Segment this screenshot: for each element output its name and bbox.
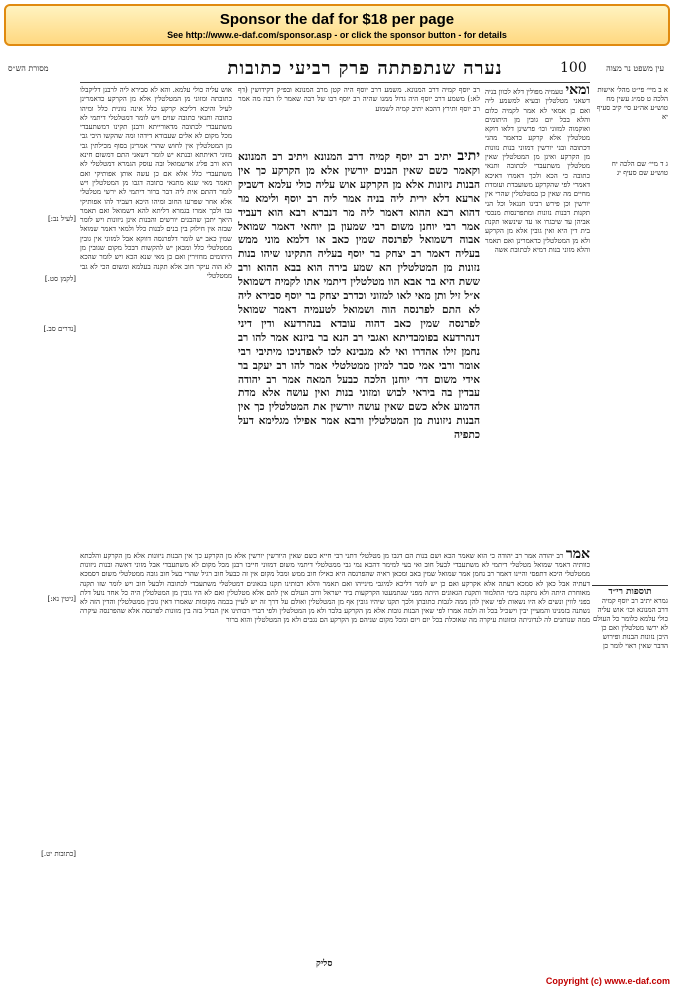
chapter-end-mark: סליק bbox=[316, 959, 333, 969]
margin-ein-mishpat-2: ג ד מיי׳ שם הלכה יח טוש״ע שם סעיף יג bbox=[611, 160, 668, 177]
rashi-column bbox=[485, 86, 590, 546]
lower-opening-word: אמר bbox=[565, 550, 590, 562]
margin-ref-2: [לקמן סט.] bbox=[44, 275, 76, 283]
gemara-top-commentary bbox=[238, 86, 480, 146]
margin-ref-3: [נדרים סב.] bbox=[43, 325, 76, 333]
tosafot-rid-title: תוספות רי״ד bbox=[608, 587, 652, 597]
gemara-column bbox=[238, 150, 480, 540]
header-divider bbox=[80, 82, 590, 83]
rashi-opening-word: ומאי bbox=[565, 86, 590, 98]
sponsor-banner-subtitle: See http://www.e-daf.com/sponsor.asp - or click the sponsor button - for details bbox=[167, 30, 507, 40]
page-title: נערה שנתפתתה פרק רביעי כתובות bbox=[227, 58, 503, 79]
ein-mishpat-label: עין משפט נר מצוה bbox=[606, 64, 664, 73]
margin-ref-5: [כתובות יט.] bbox=[41, 850, 76, 858]
gemara-text: יתיב רב יוסף קמיה דרב המנונא ויתיב רב המנונא וקאמר כשם שאין הבנים יורשין אלא מן הקרקע כך אין הבנות ניזונות אלא מן הקרקע אוש עליה כולי עלמא דשביק ארעא דלא ירית ליה בניה אמר ליה רב יוסף ולימא מר דהוא רבא ההוא דאמר ליה מר דנברא רבא הוא דעביד אמר רבי יוחנן משום רבי שמעון בן יוחאי דאמר שמואל אבוה דשמואל לפרנסה שמין כאב או דלמא מוני ממש בעליה דאמר רב יצחק בר יוסף בעליה התקינו שיהו בנות נזונות מן המטלטלין הא שמע בירה הוא בבא ההוא ורב ששת היא בר אבא הוו מטלטלין דיתמי אתו לקמיה דשמואל א״ל זיל ותן מאי לאו למזוני וכדרב יצחק בר יוסף סבירא ליה לא התם לפרנסה הוה ושמואל לטעמיה דאמר שמואל לפרנסה שמין כאב דהוה עובדא בנהרדעא ודין דיני דנהרדעא בפומבדיתא ואגבי רב הנא בר ביזנא אמר להו רב נחמן זילו אהדרו ואי לא מגבינא לכו לאפדניכו מיתיבי רבי אומר ורבי אמי סבר למיזן ממטלטלי אמר להו רב יעקב בר אידי משום דר׳ יוחנן הלכה כבעל המאה אמר רב יהודה עבדין בה ביראי לבוש ומזוני בנות ואין עושה אלא מדת הדמוע אלא כשם שאין עושה יורשין את המטלטלין כך אין הבנות ניזונות מן המטלטלין ורבא אמר אפילו מגלימא דעל כתפיה bbox=[238, 151, 480, 442]
masoret-hashas-label: מסורת הש״ס bbox=[8, 64, 49, 73]
margin-ref-1: [לעיל נב:] bbox=[47, 215, 76, 223]
gemara-opening-word: יתיב bbox=[457, 150, 480, 164]
lower-commentary-block bbox=[80, 550, 590, 970]
sponsor-banner[interactable] bbox=[4, 4, 670, 46]
tosafot-rid-text: גמרא יתיב רב יוסף קמיה דרב המנונא וכו׳ אוש עליה כולי עלמא כלומר כל העולם לא ירשו מטלטלין ואם כן היכן נזונות הבנות ופירוש הדבר שאין ראוי לומר כן bbox=[592, 597, 668, 650]
tosafot-text: אוש עליה כולי עלמא. והא לא סבירא ליה לרבנן דליקבלו כתובתה ומזוני מן המטלטלין אלא מן הקרקע כדאמרינן לעיל והיכא דליכא קרקע כלל אינה נזונית כלל ומיהו כתובה ותנאי כתובה שוים ויש לומר דמטלטלי דיתמי לא משתעבדי לכתובה מדאורייתא ורבנן תקינו דמשתעבדי מכל מקום לא אלים שעבודא דידהו ומה שהקשו היכי גבי מן המטלטלין אין לחוש שהרי אמרינן בסוף מכילתין גבי מזוני דאיתתא ובנתא יש לומר דשאני התם דמשום חינא הוא ורב פליג אדשמואל ובה עוסק הגמרא דמטלטלי לא משתעבדי כלל אלא אם כן עשה אותן אפותיקי ואם תאמר מאי שנא מתנאי כתובה דגבו מן המטלטלין ויש לומר דהתם אית ליה דבר ברור דיתמי לא ירשי מטלטלי אלא אחר שפרעו החוב ומיהו היכא דעביד להו אפותיקי גבו ולכך אמרו בגמרא דליתא להא דשמואל ואם תאמר היאך יתכן שהבנים יורשים והבנות אינן ניזונות ויש לומר שבזה אין חילוק בין בנים לבנות כלל ולמאי דאמר שמואל שמין כאב יש לומר דלפרנסה דווקא אבל למזוני אין גובין ממטלטלי כלל ומכאן יש להקשות דבכל מקום שגובין מן היתומים מחזירין ואם כן מאי שנא הכא ויש לומר שהכא לא הוה עיקר חוב אלא תקנה בעלמא ומשום הכי לא גבי ממטלטלי bbox=[80, 86, 232, 280]
page-number: 100 bbox=[560, 60, 587, 76]
lower-text: רב יהודה אמר רב יהודה כי הוא שאמר הכא ושם בנות הם דגבו מן מטלטלי דתני רבי חייא כשם שאין היורשין יורשין אלא מן הקרקע כך אין הבנות ניזונות אלא מן הקרקע והלכתא כוותיה דאמר שמואל מטלטלי דיתמי לא משתעבדי לבעל חוב ואי בעי למימר דהכא נמי גבי ממטלטלי דיתמי משום דמזוני חייבו רבנן מכל מקום לא משתעבדי אבל מזוני דאשה ובנות ניזונות ממטלטלי היכא דתפסי והיינו דאמר רב נחמן אמר שמואל שמין באב ומכאן ראיה שהפרנסה היא כאילו חוב ממש ומכל מקום אין זה כבעל חוב רגיל שהרי בעל חוב גובה ממטלטלי משום דסמכא דעתיה אבל כאן לא סמכא דעתה אלא אקרקע ואם כן יש לומר דליכא למיגבי מינייהו ואם תאמר והלא רבותינו תקנו בגאונים דמטלטלי משתעבדי לכתובה ולבעל חוב ויש לומר שזו תקנה מאוחרת היתה ולא נתקנה בימי התלמוד ותקנת הגאונים היתה מפני שנתמעטו הקרקעות ביד ישראל ורוב העולם אין להם אלא מטלטלין ואם לא היו גובין מן המטלטלין היה כל אחד נועל דלת בפני לווין ונשים לא היו נשאות לפי שאין להן ממה לגבות כתובתן ולכך תקנו שיהיו גובין אף מן המטלטלין ואולם על דרך זה יש לעיין בכמה מקומות שאמרו דאין גובין ממטלטלין והדין הזה לא נשתנה בזמנינו והמעיין יבין וישכיל בכל זה ולמה אמרו לפי שאין הבנות גובות אלא מן הקרקע בלבד ולא מן המטלטלין ולפי דברי רבותינו אין הבדל בזה בין מזונות לפרנסה אלא שהפרנסה עיקרה ממה שנותנים לה לנדוניתה ומזונות עיקרה מה שאוכלת בכל יום ויום ומכל מקום שניהם מן הקרקע הם נגבים ולא מן המטלטלין והוא ברור bbox=[80, 552, 590, 625]
rashi-text: טעמיה מפולין דלא לכוון בניה דשאני מטלטלין ובעיא למשמע ליה ואם כן אמאי לא אמר לקמיה כלום והלא בכל יום גובין מן היתומים ואוקמוה למזוני וכו׳ פרשינן דלאו דוקא מטלטלין אלא קרקע כדאמר מהני דכתובה ובני יורשין דמזוני בנות נזונות מן הקרקע ואינן מן המטלטלין שאין מטלטלין משתעבדי לכתובה ותנאי כתובה כי הכא ולכך דאמרו דאיכא דאמרי לפי שהקרקע משועבדת ועומדת מחיים מה שאין כן במטלטלין שהרי אין יורשין וכן פירש רבינו חננאל וכל הני תקנות דבנות נזונות ומתפרנסות מנכסי אביהן עד שיבגרו או עד שינשאו תקנת בית דין היא ואין גובין אלא מן הקרקע ולא מן המטלטלין כדאמרינן ואם תאמר והלא מזוני בנות דמיא לכתובת אשה bbox=[485, 88, 590, 255]
talmud-page bbox=[0, 50, 676, 970]
copyright-link[interactable]: Copyright (c) www.e-daf.com bbox=[545, 976, 670, 986]
margin-ref-4: [גיטין נא:] bbox=[47, 595, 76, 603]
tosafot-rid-box bbox=[592, 585, 668, 651]
margin-ein-mishpat-1: א ב מיי׳ פי״ט מהל׳ אישות הלכה ט סמ״ג עשין מח טוש״ע אה״ע סי׳ קיב סעיף יא bbox=[596, 86, 668, 121]
gemara-top-text: רב יוסף קמיה דרב המנונא. משמע דרב יוסף היה קטן מרב המנונא ובפ״ק דקידושין (דף לא:) משמע דרב יוסף היה גדול ממנו שהיה רב יוסף רבו של רבה שאמר לו רבה מה אמר רב יוסף ותירץ דהכא יתיב קמיה לשמוע bbox=[238, 86, 480, 113]
sponsor-banner-title[interactable]: Sponsor the daf for $18 per page bbox=[219, 11, 455, 28]
